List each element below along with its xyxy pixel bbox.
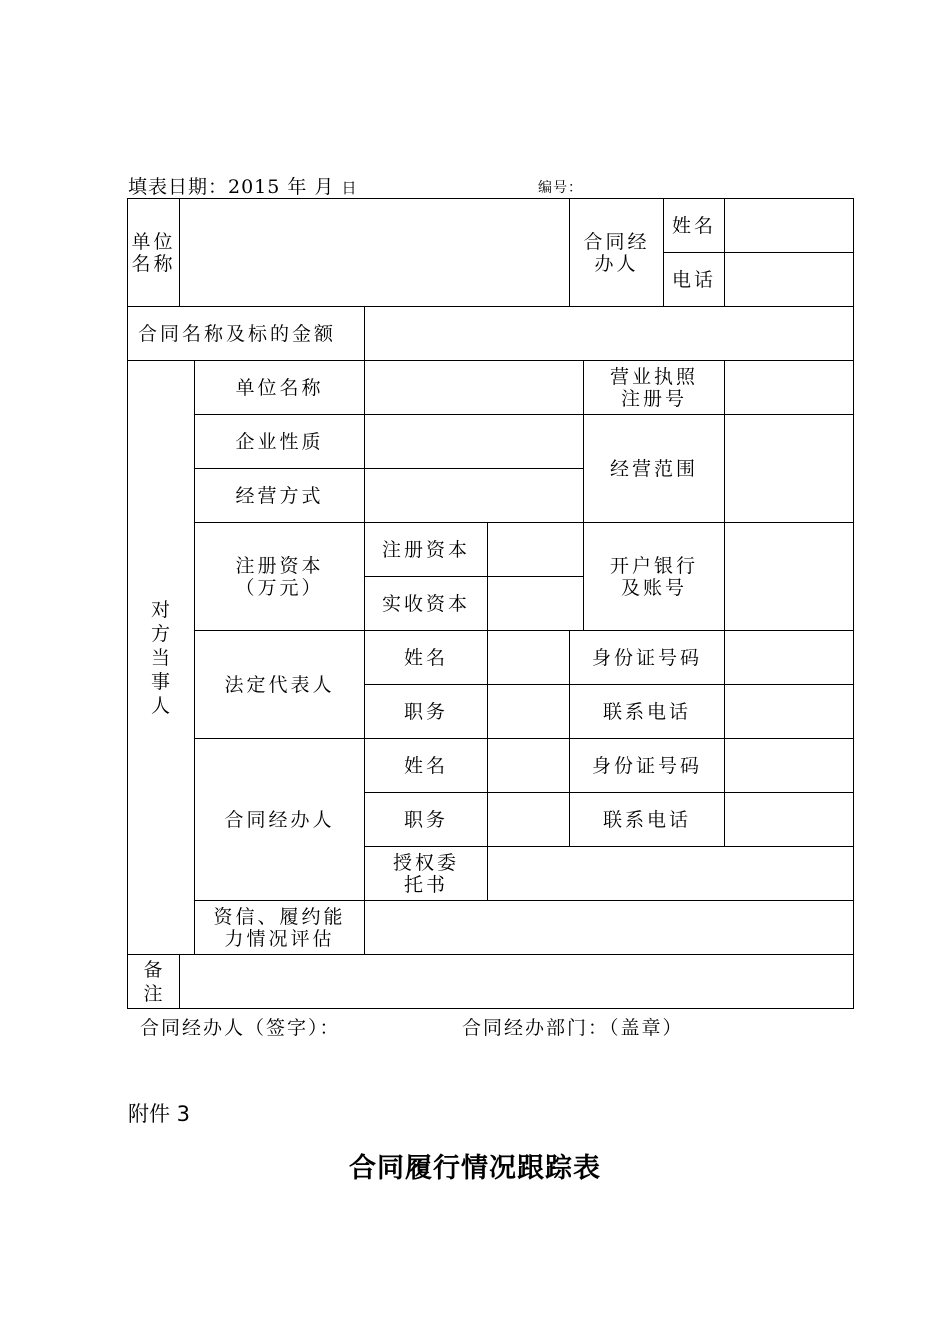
license-no-value[interactable]	[725, 361, 854, 415]
paid-capital-label: 实收资本	[365, 577, 488, 631]
h-name-value[interactable]	[488, 739, 570, 793]
registered-capital-label: 注册资本（万元）	[195, 523, 365, 631]
h-id-label: 身份证号码	[570, 739, 725, 793]
credit-eval-label: 资信、履约能力情况评估	[195, 901, 365, 955]
handler-phone-value[interactable]	[725, 253, 854, 307]
lr-phone-label: 联系电话	[570, 685, 725, 739]
contract-review-form	[127, 198, 854, 1009]
h-position-label: 职务	[365, 793, 488, 847]
bank-account-label: 开户银行及账号	[584, 523, 725, 631]
handler-name-label: 姓名	[664, 199, 725, 253]
fill-date: 填表日期：2015 年 月 日	[128, 176, 358, 198]
paid-capital-value[interactable]	[488, 577, 584, 631]
lr-position-value[interactable]	[488, 685, 570, 739]
business-scope-label: 经营范围	[584, 415, 725, 523]
bank-account-value[interactable]	[725, 523, 854, 631]
remarks-value[interactable]	[180, 955, 854, 1009]
reg-capital-value[interactable]	[488, 523, 584, 577]
credit-eval-value[interactable]	[365, 901, 854, 955]
lr-name-value[interactable]	[488, 631, 570, 685]
enterprise-nature-value[interactable]	[365, 415, 584, 469]
attachment-label: 附件 3	[128, 1102, 191, 1126]
authorization-value[interactable]	[488, 847, 854, 901]
cp-unit-name-value[interactable]	[365, 361, 584, 415]
lr-id-label: 身份证号码	[570, 631, 725, 685]
attachment-title: 合同履行情况跟踪表	[349, 1153, 601, 1184]
h-position-value[interactable]	[488, 793, 570, 847]
lr-name-label: 姓名	[365, 631, 488, 685]
unit-name-label: 单位名称	[128, 199, 180, 307]
h-phone-label: 联系电话	[570, 793, 725, 847]
counterparty-label: 对方当事人	[128, 361, 195, 955]
business-mode-label: 经营方式	[195, 469, 365, 523]
h-phone-value[interactable]	[725, 793, 854, 847]
handler-phone-label: 电话	[664, 253, 725, 307]
enterprise-nature-label: 企业性质	[195, 415, 365, 469]
business-mode-value[interactable]	[365, 469, 584, 523]
lr-phone-value[interactable]	[725, 685, 854, 739]
cp-handler-label: 合同经办人	[195, 739, 365, 901]
authorization-label: 授权委托书	[365, 847, 488, 901]
remarks-label: 备注	[128, 955, 180, 1009]
serial-number-label: 编号：	[538, 180, 583, 196]
h-name-label: 姓名	[365, 739, 488, 793]
business-scope-value[interactable]	[725, 415, 854, 523]
contract-name-amount-value[interactable]	[365, 307, 854, 361]
handler-signature-label: 合同经办人（签字）：	[140, 1017, 341, 1039]
form-header	[128, 172, 828, 198]
license-no-label: 营业执照注册号	[584, 361, 725, 415]
lr-id-value[interactable]	[725, 631, 854, 685]
handler-name-value[interactable]	[725, 199, 854, 253]
contract-name-amount-label: 合同名称及标的金额	[128, 307, 365, 361]
lr-position-label: 职务	[365, 685, 488, 739]
contract-handler-label: 合同经办人	[570, 199, 664, 307]
cp-unit-name-label: 单位名称	[195, 361, 365, 415]
dept-seal-label: 合同经办部门：（盖章）	[462, 1017, 684, 1039]
legal-rep-label: 法定代表人	[195, 631, 365, 739]
reg-capital-sub-label: 注册资本	[365, 523, 488, 577]
h-id-value[interactable]	[725, 739, 854, 793]
unit-name-value[interactable]	[180, 199, 570, 307]
